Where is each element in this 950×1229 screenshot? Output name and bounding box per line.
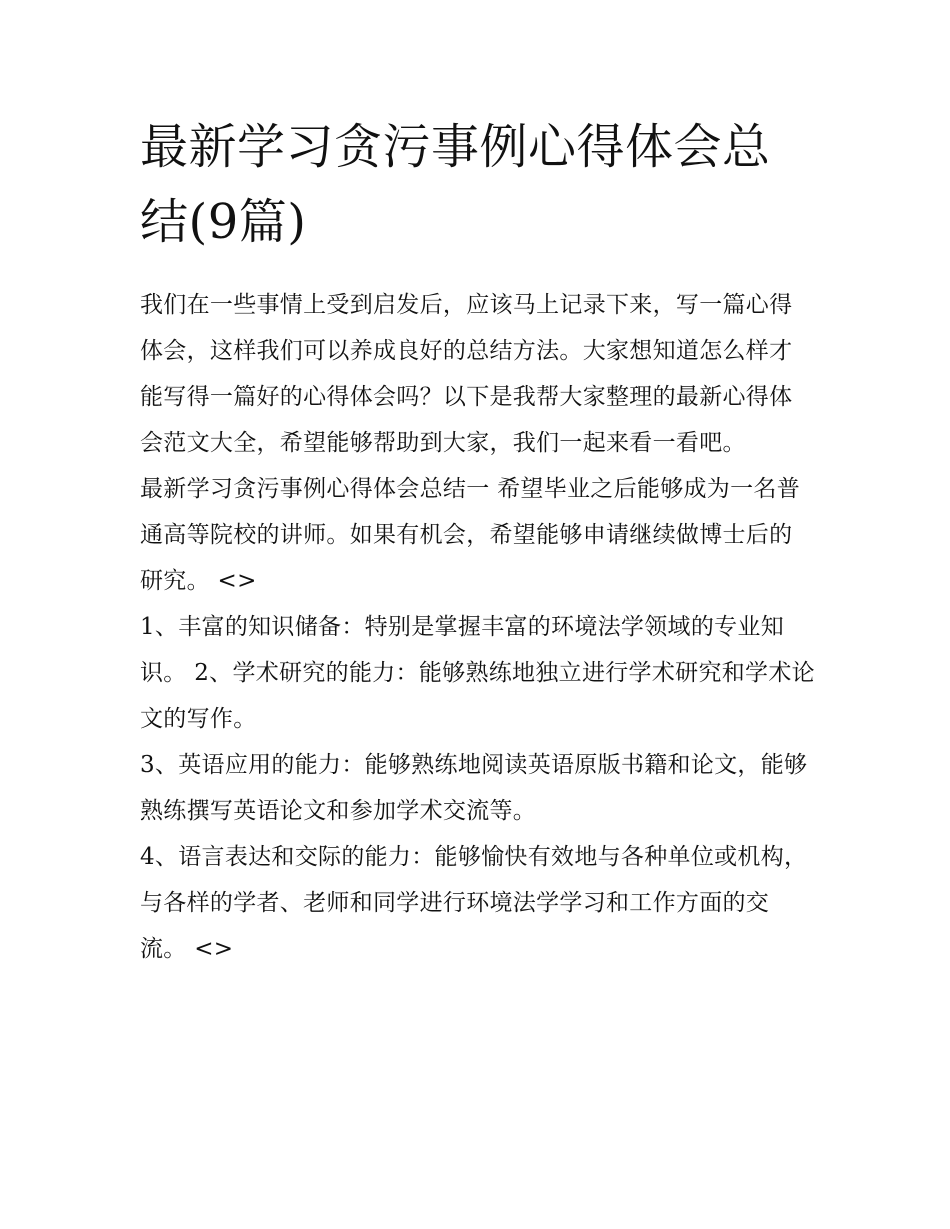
document-page bbox=[140, 110, 815, 972]
document-title: 最新学习贪污事例心得体会总结(9篇) bbox=[140, 119, 771, 250]
paragraph-career-goal: 最新学习贪污事例心得体会总结一 希望毕业之后能够成为一名普通高等院校的讲师。如果有机会，希望能够申请继续做博士后的研究。 <> bbox=[140, 476, 801, 594]
paragraph-english-ability: 3、英语应用的能力：能够熟练地阅读英语原版书籍和论文，能够熟练撰写英语论文和参加学术交流等。 bbox=[140, 752, 808, 824]
paragraph-knowledge-research: 1、丰富的知识储备：特别是掌握丰富的环境法学领域的专业知识。 2、学术研究的能力：能够熟练地独立进行学术研究和学术论文的写作。 bbox=[140, 614, 815, 732]
paragraph-communication-ability: 4、语言表达和交际的能力：能够愉快有效地与各种单位或机构，与各样的学者、老师和同学进行环境法学学习和工作方面的交流。 <> bbox=[140, 844, 808, 962]
intro-paragraph: 我们在一些事情上受到启发后，应该马上记录下来，写一篇心得体会，这样我们可以养成良好的总结方法。大家想知道怎么样才能写得一篇好的心得体会吗？以下是我帮大家整理的最新心得体会范文大全，希望能够帮助到大家，我们一起来看一看吧。 bbox=[140, 292, 793, 456]
